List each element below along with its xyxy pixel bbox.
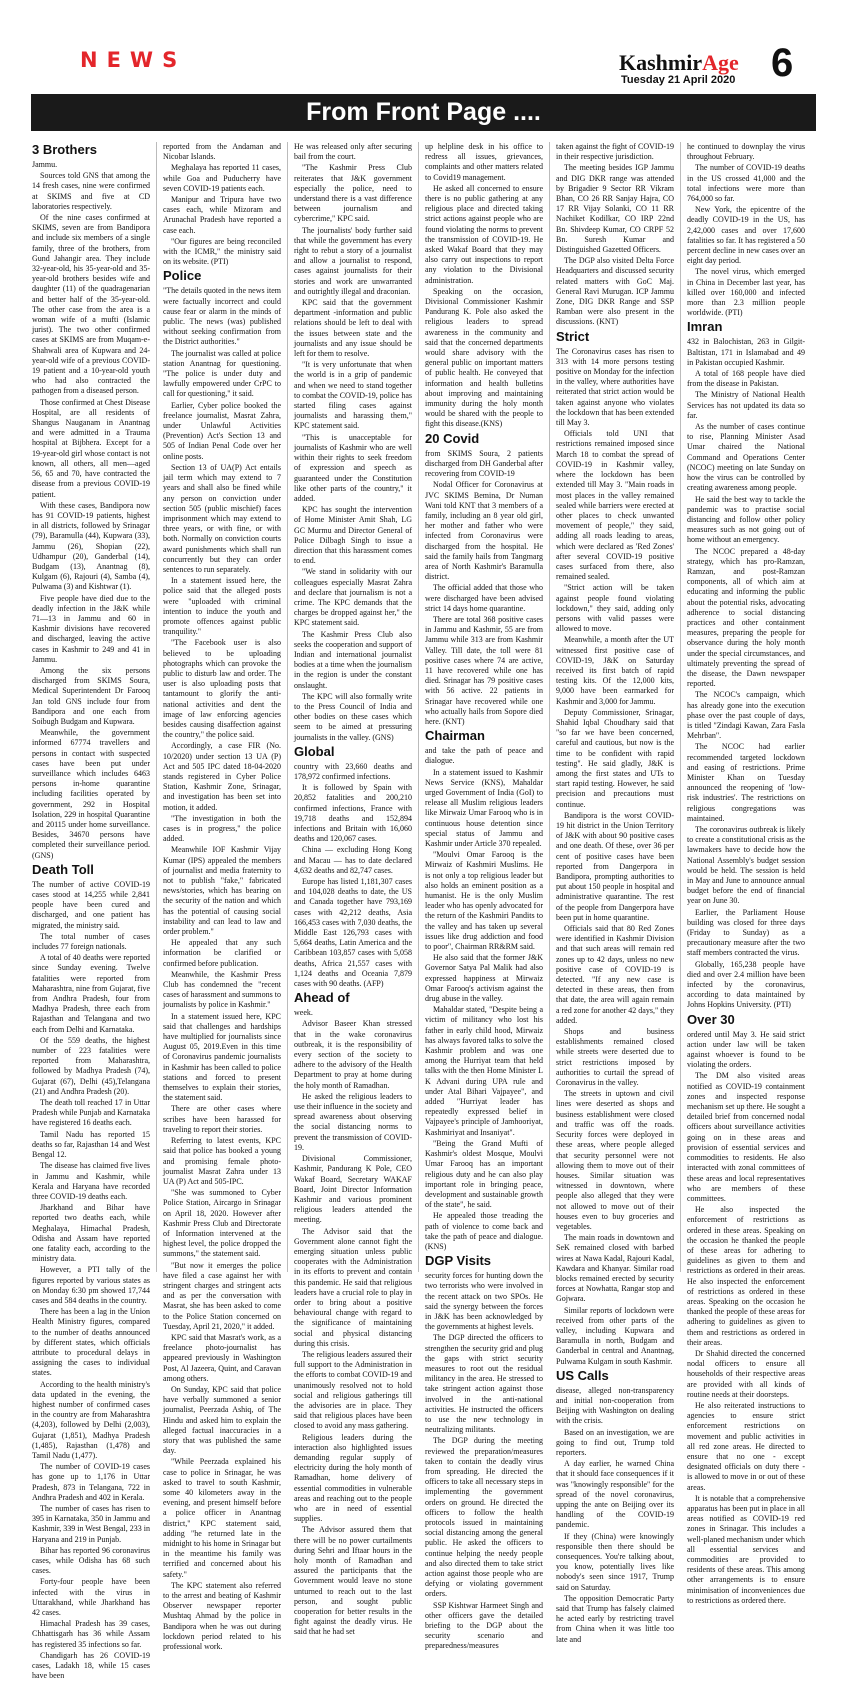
article-paragraph: He asked the religious leaders to use their influence in the society and spread awareness about observing the social distancing norms to prevent the transmission of COVID-19. [294, 1091, 412, 1152]
column-1 [32, 142, 150, 1681]
article-paragraph: The KPC will also formally write to the Press Council of India and other bodies on these cases which seem to be aimed at pressuring journalists in the valley. (GNS) [294, 691, 412, 742]
article-paragraph: "Moulvi Omar Farooq is the Mirwaiz of Kashmiri Muslims. He is not only a top religious leader but also holds an eminent position as a humanist. He is the only Muslim leader who has openly advocated for the return of the Kashmiri Pandits to the valley and has taken up several issues like drug addiction and food to poor", Chairman RR&RM said. [425, 850, 543, 952]
column-divider [287, 142, 288, 1272]
article-paragraph: security forces for hunting down the two terrorists who were involved in the recent attack on two SPOs. He said the synergy between the forces in J&K has been acknowledged by the governments at highest levels. [425, 1271, 543, 1332]
article-paragraph: "The investigation in both the cases is in progress," the police added. [163, 813, 281, 844]
column-divider [680, 142, 681, 1272]
article-paragraph: Jharkhand and Bihar have reported two deaths each, while Meghalaya, Himachal Pradesh, Odisha and Assam have reported one fatality each, according to the ministry data. [32, 1203, 150, 1264]
article-paragraph: The meeting besides IGP Jammu and DIG DKR range was attended by Brigadier 9 Sector RR Vikram Bhan, CO 26 RR Sanjay Hajra, CO 17 RR Vijay Solanki, CO 11 RR Nachiket Kodilkar, CO IRP 22nd Bn. Shivdeep Kumar, CO CRPF 52 Bn. Suresh Kumar and Distinguished Gazetted Officers. [556, 163, 674, 255]
article-paragraph: Religious leaders during the interaction also highlighted issues demanding regular supply of electricity during the holy month of Ramadhan, home delivery of essential commodities in vulnerable areas and reaching out to the people who are in need of essential supplies. [294, 1432, 412, 1524]
masthead-name: Kashmir [619, 50, 703, 75]
article-paragraph: He appealed that any such information be clarified or confirmed before publication. [163, 938, 281, 968]
column-divider [549, 142, 550, 1272]
article-paragraph: The Advisor assured them that there will be no power curtailments during Sehri and Iftaar hours in the holy month of Ramadhan and assured the participants that the Government would leave no stone unturned to reach out to the last person, and sought public cooperation for better results in the fight against the deadly virus. He said that he had set [294, 1525, 412, 1637]
column-6 [687, 142, 805, 1605]
article-paragraph: disease, alleged non-transparency and initial non-cooperation from Beijing with Washington on dealing with the crisis. [556, 1385, 674, 1426]
article-paragraph: The total number of cases includes 77 foreign nationals. [32, 931, 150, 952]
article-paragraph: The main roads in downtown and SeK remained closed with barbed wires at Nawa Kadal, Rajouri Kadal, Kawdara and Khanyar. Similar road blocks remained erected by security forces at Nowhatta, Rangar stop and Gojwara. [556, 1233, 674, 1304]
article-paragraph: Of the nine cases confirmed at SKIMS, seven are from Bandipora and include six members of a single family, three of the brothers, from Gund Jahangir area. They include 32-year-old, his 35-year-old and 35-year-old brothers besides wife and daughter (11) of the quadragenarian and better half of the 35-year-old. The other case from the area is a woman wife of a mufti (Islamic jurist). The two other confirmed cases at SKIMS are from Muqam-e-Shahwali area of Kupwara and 24-year-old wife of a previous COVID-19 patient and a 10-year-old youth who had also contracted the pathogen from a diseased person. [32, 213, 150, 396]
article-paragraph: KPC has sought the intervention of Home Minister Amit Shah, LG GC Murmu and Director General of Police Dilbagh Singh to issue a direction that this harassment comes to end. [294, 505, 412, 566]
article-paragraph: "Our figures are being reconciled with the ICMR," the ministry said on its website. (PTI) [163, 236, 281, 267]
article-paragraph: He also said that the former J&K Governor Satya Pal Malik had also expressed happiness at Mirwaiz Omar Farooq's activism against the drug abuse in the valley. [425, 953, 543, 1004]
article-paragraph: New York, the epicentre of the deadly COVID-19 in the US, has 2,42,000 cases and over 17,600 fatalities so far. It has registered a 50 percent decline in new cases over an eight day period. [687, 205, 805, 266]
article-heading: Police [163, 268, 202, 284]
article-paragraph: "We stand in solidarity with our colleagues especially Masrat Zahra and declare that journalism is not a crime. The KPC demands that the charges be dropped against her," the KPC statement said. [294, 567, 412, 628]
article-paragraph: There has been a lag in the Union Health Ministry figures, compared to the number of deaths announced by different states, which officials attribute to procedural delays in assigning the cases to individual states. [32, 1307, 150, 1378]
article-paragraph: Five people have died due to the deadly infection in the J&K while 71—13 in Jammu and 60 in Kashmir divisions have recovered and discharged, leaving the active cases in Kashmir to 249 and 41 in Jammu. [32, 593, 150, 664]
column-4 [425, 142, 543, 1651]
article-paragraph: In a statement issued here, KPC said that challenges and hardships have multiplied for journalists since August 05, 2019.Even in this time of Coronavirus pandemic journalists in Kashmir has been called to police stations and forced to present themselves to explain their stories, the statement said. [163, 1011, 281, 1103]
article-paragraph: Among the six persons discharged from SKIMS Soura, Medical Superintendent Dr Farooq Jan told GNS include four from Bandipora and one each from Soibugh Budgam and Kupwara. [32, 665, 150, 726]
article-paragraph: The Ministry of National Health Services has not updated its data so far. [687, 390, 805, 420]
issue-date: Tuesday 21 April 2020 [621, 74, 736, 86]
article-paragraph: "The Kashmir Press Club reiterates that J&K government especially the police, need to understand there is a vast difference between journalism and cybercrime," KPC said. [294, 163, 412, 224]
article-paragraph: The number of COVID-19 cases has gone up to 1,176 in Uttar Pradesh, 873 in Telangana, 722 in Andhra Pradesh and 402 in Kerala. [32, 1462, 150, 1502]
article-paragraph: The disease has claimed five lives in Jammu and Kashmir, while Kerala and Haryana have recorded three COVID-19 deaths each. [32, 1161, 150, 1201]
article-paragraph: Earlier, Cyber police booked the freelance journalist, Masrat Zahra, under Unlawful Activities (Prevention) Act's Section 13 and 505 of Indian Penal Code over her online posts. [163, 400, 281, 461]
article-paragraph: Officials said that 80 Red Zones were identified in Kashmir Division and that such areas will remain red zones up to 42 days, unless no new positive case of COVID-19 is detected. "If any new case is detected in these areas, then from that date, the area will again remain a red zone for another 42 days," they added. [556, 924, 674, 1025]
article-paragraph: Dr Shahid directed the concerned nodal officers to ensure all households of their respective areas are provided with all kinds of routine needs at their doorsteps. [687, 1348, 805, 1399]
article-paragraph: According to the health ministry's data updated in the evening, the highest number of confirmed cases in the country are from Maharashtra (4,203), followed by Delhi (2,003), Gujarat (1,851), Madhya Pradesh (1,485), Rajasthan (1,478) and Tamil Nadu (1,477). [32, 1379, 150, 1460]
article-paragraph: The streets in uptown and civil lines were deserted as shops and business establishment were closed and traffic was off the roads. Security forces were deployed in these areas, where people alleged that security personnel were not allowing them to move out of their houses. Similar situation was witnessed in downtown, where people also alleged that they were not allowed to move out of their houses even to buy groceries and vegetables. [556, 1089, 674, 1231]
article-heading: 3 Brothers [32, 142, 98, 157]
article-paragraph: "Being the Grand Mufti of Kashmir's oldest Mosque, Moulvi Umar Farooq has an important religious duty and he can also play important role in bringing peace, development and sustainable growth of the state", he said. [425, 1138, 543, 1210]
column-5 [556, 142, 674, 1644]
article-paragraph: Section 13 of UA(P) Act entails jail term which may extend to 7 years and shall also be fined while any person on conviction under section 505 (public mischief) faces imprisonment which may extend to three years, or with fine, or with both. Normally on conviction courts award punishments which shall run concurrently but they can order sentences to run separately. [163, 462, 281, 574]
article-heading: Chairman [425, 728, 485, 744]
article-paragraph: The DM also visited areas notified as COVID-19 containment zones and inspected response mechanism set up there. He sought a detailed brief from concerned nodal officers about surveillance activities going on in these areas and provision of essential services and commodities to residents. He also interacted with zonal committees of these areas and local representatives who are members of these committees. [687, 1071, 805, 1203]
masthead [619, 50, 739, 86]
article-paragraph: "It is very unfortunate that when the world is in a grip of pandemic and when we need to stand together to combat the COVID-19, police has started filing cases against journalists and harassing them," KPC statement said. [294, 360, 412, 431]
article-paragraph: He was released only after securing bail from the court. [294, 142, 412, 162]
article-paragraph: The KPC statement also referred to the arrest and beating of Kashmir Observer newspaper reporter Mushtaq Ahmad by the police in Bandipora when he was out during lockdown period related to his professional work. [163, 1580, 281, 1652]
article-paragraph: In a statement issued here, the police said that the alleged posts were "uploaded with criminal intention to induce the youth and promote offences against public tranquility." [163, 576, 281, 637]
article-paragraph: It is followed by Spain with 20,852 fatalities and 200,210 confirmed infections, France with 19,718 deaths and 152,894 infections and Britain with 16,060 deaths and 120,067 cases. [294, 783, 412, 844]
article-paragraph: Nodal Officer for Coronavirus at JVC SKIMS Bemina, Dr Numan Wani told KNT that 3 members of a family, including an 8 year old girl, her mother and father who were infected from Coronavirus were discharged from the hospital. He said the family hails from Tangmarg area of North Kashmir's Baramulla district. [425, 480, 543, 582]
article-paragraph: Advisor Baseer Khan stressed that in the wake coronavirus outbreak, it is the responsibility of every section of the society to adhere to the advisory of the Health Department to pray at home during the holy month of Ramadhan. [294, 1019, 412, 1090]
article-paragraph: Forty-four people have been infected with the virus in Uttarakhand, while Jharkhand has 42 cases. [32, 1577, 150, 1618]
article-paragraph: However, a PTI tally of the figures reported by various states as on Monday 6:30 pm showed 17,744 cases and 584 deaths in the country. [32, 1265, 150, 1305]
article-paragraph: The opposition Democratic Party said that Trump has falsely claimed he acted early by restricting travel from China when it was little too late and [556, 1593, 674, 1644]
article-paragraph: With these cases, Bandipora now has 91 COVID-19 patients, highest in all districts, followed by Srinagar (79), Baramulla (44), Kupwara (33), Jammu (26), Shopian (22), Udhampur (20), Ganderbal (14), Budgam (13), Anantnag (8), Kulgam (6), Rajouri (4), Samba (4), Pulwama (3) and Kishtwar (1). [32, 500, 150, 592]
article-paragraph: The journalist was called at police station Anantnag for questioning. "The police is under duty and lawfully empowered under CrPC to call for questioning," it said. [163, 348, 281, 399]
article-paragraph: He also reiterated instructions to agencies to ensure strict enforcement restrictions on movement and public activities in all red zone areas. He directed to ensure that no one - except designated officials on duty there - is allowed to move in or out of these areas. [687, 1400, 805, 1492]
article-paragraph: Jammu. [32, 160, 58, 169]
article-paragraph: On Sunday, KPC said that police have verbally summoned a senior journalist, Peerzada Ashiq, of The Hindu and asked him to explain the alleged factual inaccuracies in a story that was published the same day. [163, 1384, 281, 1456]
article-paragraph: He appealed those treading the path of violence to come back and take the path of peace and dialogue. (KNS) [425, 1211, 543, 1251]
article-paragraph: Meanwhile, the government informed 67774 travellers and persons in contact with suspected cases have been put under surveillance which includes 6463 persons in-home quarantine including facilities operated by government, 292 in Hospital Isolation, 229 in hospital Quarantine and 20115 under home surveillance. Besides, 34670 persons have completed their surveillance period. (GNS) [32, 728, 150, 860]
article-paragraph: Europe has listed 1,181,307 cases and 104,028 deaths to date, the US and Canada together have 793,169 cases with 42,212 deaths, Asia 166,453 cases with 7,030 deaths, the Middle East 126,793 cases with 5,664 deaths, Latin America and the Caribbean 103,857 cases with 5,058 deaths, Africa 21,557 cases with 1,124 deaths and Oceania 7,879 cases with 90 deaths. (AFP) [294, 877, 412, 989]
column-3 [294, 142, 412, 1637]
column-2 [163, 142, 281, 1652]
article-paragraph: he continued to downplay the virus throughout February. [687, 142, 805, 162]
article-paragraph: The Kashmir Press Club also seeks the cooperation and support of Indian and international journalist bodies at a time when the journalism in the region is under the constant onslaught. [294, 629, 412, 690]
article-paragraph: The Advisor said that the Government alone cannot fight the emerging situation unless public cooperates with the Administration in its efforts to prevent and contain this pandemic. He said that religious leaders have a crucial role to play in order to bring about a positive behavioural change with regard to the significance of maintaining social and physical distancing during this crisis. [294, 1226, 412, 1348]
article-paragraph: "She was summoned to Cyber Police Station, Aircargo in Srinagar on April 18, 2020. However after Kashmir Press Club and Directorate of Information intervened at the highest level, the police dropped the summons," the statement said. [163, 1188, 281, 1259]
article-paragraph: A total of 168 people have died from the disease in Pakistan. [687, 369, 805, 389]
article-paragraph: The Coronavirus cases has risen to 313 with 14 more persons testing positive on Monday for the infection in the valley, where authorities have reiterated that strict action would be taken against anyone who violates the lockdown that has been extended till May 3. [556, 346, 674, 428]
article-paragraph: The number of COVID-19 deaths in the US crossed 41,000 and the total infections were more than 764,000 so far. [687, 163, 805, 204]
article-paragraph: Referring to latest events, KPC said that police has booked a young and promising female photo-journalist Masrat Zahra under 13 UA (P) Act and 505-IPC. [163, 1136, 281, 1186]
article-paragraph: Himachal Pradesh has 39 cases, Chhattisgarh has 36 while Assam has registered 35 infections so far. [32, 1619, 150, 1649]
article-paragraph: He said the best way to tackle the pandemic was to practise social distancing and follow other policy measures such as not going out of home without an emergency. [687, 494, 805, 545]
article-paragraph: It is notable that a comprehensive apparatus has been put in place in all areas notified as COVID-19 red zones in Srinagar. This includes a well-planed mechanism under which all essential services and commodities are provided to residents of these areas. This among other arrangements is to ensure minimisation of inconveniences due to restrictions as ordered there. [687, 1493, 805, 1605]
article-paragraph: reported from the Andaman and Nicobar Islands. [163, 142, 281, 162]
article-paragraph: ordered until May 3. He said strict action under law will be taken against whoever is found to be violating the orders. [687, 1029, 805, 1070]
article-paragraph: The NCOC's campaign, which has already gone into the execution phase over the past couple of days, is titled "Zindagi Kawan, Zara Fasla Mehrban". [687, 690, 805, 741]
article-paragraph: "This is unacceptable for journalists of Kashmir who are well within their rights to seek freedom of expression and speech as guaranteed under the Constitution like other parts of the country," it added. [294, 432, 412, 503]
page-number: 6 [771, 41, 794, 85]
article-paragraph: He asked all concerned to ensure there is no public gathering at any religious place and directed taking strict actions against people who are found violating the norms to prevent the transmission of COVID-19. He asked Wakaf Board that they may also carry out inspections to report any violation to the Divisional administration. [425, 183, 543, 285]
article-paragraph: The NCOC had earlier recommended targeted lockdown and easing of restrictions. Prime Minister Khan on Tuesday announced the reopening of 'low-risk industries'. The restrictions on religious congregations was maintained. [687, 742, 805, 823]
article-paragraph: The DGP during the meeting reviewed the preparation/measures taken to contain the deadly virus from spreading. He directed the officers to take all necessary steps in implementing the government orders on ground. He directed the officers to follow the health protocols issued in maintaining social distancing among the general public. He asked the officers to continue helping the needy people and also directed them to take strict action against those people who are defying or violating government orders. [425, 1436, 543, 1599]
article-paragraph: up helpline desk in his office to redress all issues, grievances, complaints and other matters related to Covid19 management. [425, 142, 543, 182]
article-paragraph: Bandipora is the worst COVID-19 hit district in the Union Territory of J&K with about 90 positive cases and one death. Of these, over 36 per cent of positive cases have been reported from Dangerpora in Bandipora, prompting authorities to put about 150 people in hospital and administrative quarantine. The rest of the people from Dangerpora have been put in home quarantine. [556, 810, 674, 922]
article-paragraph: A day earlier, he warned China that it should face consequences if it was "knowingly responsible" for the spread of the novel coronavirus, upping the ante on Beijing over its handling of the COVID-19 pandemic. [556, 1459, 674, 1530]
article-paragraph: Meanwhile, a month after the UT witnessed first positive case of COVID-19, J&K on Saturday received its first batch of rapid testing kits. Of the 12,000 kits, 9,000 have been earmarked for Kashmir and 3,000 for Jammu. [556, 635, 674, 706]
article-paragraph: Bihar has reported 96 coronavirus cases, while Odisha has 68 such cases. [32, 1545, 150, 1576]
column-divider [418, 142, 419, 1272]
article-paragraph: Sources told GNS that among the 14 fresh cases, nine were confirmed at SKIMS and five at CD laboratories respectively. [32, 171, 150, 211]
article-heading: Strict [556, 328, 590, 344]
article-paragraph: Speaking on the occasion, Divisional Commissioner Kashmir Pandurang K. Pole also asked the religious leaders to spread awareness in the community and said that the concerned departments would share advisory with the general public on important matters of public health. He conveyed that information and health bulletins about improving and maintaining immunity during the holy month would be shared with the people to fight this disease.(KNS) [425, 286, 543, 429]
article-paragraph: country with 23,660 deaths and 178,972 confirmed infections. [294, 761, 412, 781]
article-heading: 20 Covid [425, 430, 480, 446]
article-paragraph: The coronavirus outbreak is likely to create a constitutional crisis as the lawmakers have to decide how the National Assembly's budget session would be held. The session is held in May and June to announce annual budget before the end of financial year on June 30. [687, 825, 805, 906]
article-paragraph: The number of cases has risen to 395 in Karnataka, 350 in Jammu and Kashmir, 339 in West Bengal, 233 in Haryana and 219 in Punjab. [32, 1504, 150, 1544]
article-heading: Ahead of [294, 990, 350, 1006]
article-paragraph: The religious leaders assured their full support to the Administration in the efforts to combat COVID-19 and unanimously resolved not to hold social and religious gatherings till the advisories are in place. They said that religious places have been closed to avoid any mass gathering. [294, 1349, 412, 1431]
article-paragraph: week. [294, 1008, 313, 1018]
article-paragraph: Similar reports of lockdown were received from other parts of the valley, including Kupwara and Baramulla in north, Budgam and Ganderbal in central and Anantnag, Pulwama Kulgam in south Kashmir. [556, 1305, 674, 1366]
article-paragraph: If they (China) were knowingly responsible then there should be consequences. You're talking about, you know, potentially lives like nobody's seen since 1917, Trump said on Saturday. [556, 1531, 674, 1592]
article-paragraph: Officials told UNI that restrictions remained imposed since March 18 to combat the spread of COVID-19 in Kashmir valley, where the lockdown has been extended till May 3. "Main roads in most places in the valley remained sealed while barriers were erected at other places to check unwanted movement of people," they said, adding all roads leading to areas, which were declared as 'Red Zones' after several COVID-19 positive cases surfaced from there, also remained sealed. [556, 429, 674, 582]
article-paragraph: The death toll reached 17 in Uttar Pradesh while Punjab and Karnataka have registered 16 deaths each. [32, 1098, 150, 1128]
masthead-name-accent: Age [702, 50, 739, 75]
article-paragraph: Earlier, the Parliament House building was closed for three days (Friday to Sunday) as a precautionary measure after the two staff members contracted the virus. [687, 907, 805, 958]
article-heading: Death Toll [32, 861, 94, 877]
article-paragraph: Mahaldar stated, "Despite being a victim of militancy who lost his father in early child hood, Mirwaiz has always favored talks to solve the Kashmir problem and was one among the Hurriyat team that held talks with the then Home Minister L K Advani during UPA rule and under Atal Bihari Vajpayee", and added "Hurriyat leader has repeatedly expressed belief in Vajpayee's principle of Jamhooriyat, Kashmiriyat and Insaniyat". [425, 1005, 543, 1137]
article-paragraph: There are total 368 positive cases in Jammu and Kashmir, 55 are from Jammu while 313 are from Kashmir Valley. Till date, the toll were 81 positive cases where 74 are active, 11 have recovered while one has died. Srinagar has 79 positive cases with 56 active. 22 patients in Srinagar have recovered while one who actually hails from Sopore died here. (KNT) [425, 614, 543, 726]
article-paragraph: He also inspected the enforcement of restrictions as ordered in these areas. Speaking on the occasion he thanked the people of these areas for adhering to guidelines as given to them and restrictions as ordered in their areas. He also inspected the enforcement of restrictions as ordered in these areas. Speaking on the occasion he thanked the people of these areas for adhering to guidelines as given to them and restrictions as ordered in their areas. [687, 1205, 805, 1347]
article-paragraph: Globally, 165,238 people have died and over 2.4 million have been infected by the coronavirus, according to data maintained by Johns Hopkins University. (PTI) [687, 959, 805, 1010]
article-heading: Imran [687, 319, 723, 335]
article-paragraph: Meghalaya has reported 11 cases, while Goa and Puducherry have seven COVID-19 patients each. [163, 163, 281, 193]
article-paragraph: "But now it emerges the police have filed a case against her with stringent charges and stringent acts and as per the conversation with Masrat, she has been asked to come to the Police Station concerned on Tuesday, April 21, 2020," it added. [163, 1260, 281, 1331]
article-paragraph: Those confirmed at Chest Disease Hospital, are all residents of Shangus Nauganam in Anantnag and were admitted in a Trauma hospital at Bijbhera. Except for a 19-year-old girl whose contact is not known, all others, all men—aged 56, 65 and 70, have contracted the disease from a previous COVID-19 patient. [32, 397, 150, 499]
article-paragraph: SSP Kishtwar Harmeet Singh and other officers gave the detailed briefing to the DGP about the security scenario and preparedness/measures [425, 1600, 543, 1651]
article-paragraph: Of the 559 deaths, the highest number of 223 fatalities were reported from Maharashtra, followed by Madhya Pradesh (74), Gujarat (67), Delhi (45),Telangana (21) and Andhra Pradesh (20). [32, 1035, 150, 1096]
article-paragraph: In a statement issued to Kashmir News Service (KNS), Mahaldar urged Government of India (GoI) to release all Muslim religious leaders like Mirwaiz Umar Farooq who is in continuous house detention since special status of Jammu and Kashmir under Article 370 repealed. [425, 767, 543, 848]
article-paragraph: and take the path of peace and dialogue. [425, 746, 543, 766]
article-paragraph: The DGP also visited Delta Force Headquarters and discussed security related matters with GoC Maj. General Ravi Murugan. ICP Jammu Zone, DIG DKR Range and SSP Ramban were also present in the discussions. (KNT) [556, 256, 674, 327]
article-paragraph: Shops and business establishments remained closed while streets were deserted due to strict restrictions imposed by authorities to curtail the spread of Coronavirus in the valley. [556, 1027, 674, 1088]
article-paragraph: KPC said that Masrat's work, as a freelance photo-journalist has appeared previously in Washington Post, Al Jazeera, Quint, and Caravan among others. [163, 1332, 281, 1383]
article-paragraph: "While Peerzada explained his case to police in Srinagar, he was asked to travel to south Kashmir, some 40 kilometers away in the evening, and present himself before a police officer in Anantnag district," KPC statement said, adding "he returned late in the midnight to his home in Srinagar but in the meantime his family was terrified and concerned about his safety." [163, 1457, 281, 1579]
page-header [0, 0, 848, 92]
article-paragraph: from SKIMS Soura, 2 patients discharged from DH Ganderbal after recovering from COVID-19 [425, 448, 543, 479]
column-divider [156, 142, 157, 1272]
article-heading: DGP Visits [425, 1253, 491, 1269]
article-heading: Over 30 [687, 1011, 735, 1027]
article-paragraph: "The Facebook user is also believed to be uploading photographs which can provoke the public to disturb law and order. The user is also uploading posts that tantamount to glorify the anti-national activities and dent the image of law enforcing agencies besides causing disaffection against the country," the police said. [163, 638, 281, 740]
article-paragraph: The journalists' body further said that while the government has every right to rebut a story of a journalist and allow a journalist to respond, cases against journalists for their stories and work are unwarranted and outrightly illegal and draconian. [294, 225, 412, 296]
banner-title: From Front Page .... [31, 94, 816, 131]
article-paragraph: Accordingly, a case FIR (No. 10/2020) under section 13 UA (P) Act and 505 IPC dated 18-04-2020 stands registered in Cyber Police Station, Kashmir Zone, Srinagar, and investigation has been set into motion, it added. [163, 741, 281, 812]
article-paragraph: taken against the fight of COVID-19 in their respective jurisdiction. [556, 142, 674, 162]
article-paragraph: There are other cases where scribes have been harassed for traveling to report their stories. [163, 1104, 281, 1134]
article-paragraph: Divisional Commissioner, Kashmir, Pandurang K Pole, CEO Wakaf Board, Secretary WAKAF Board, Joint Director Information Kashmir and various prominent religious leaders attended the meeting. [294, 1154, 412, 1225]
article-paragraph: "Strict action will be taken against people found violating lockdown," they said, adding only persons with valid passes were allowed to move. [556, 583, 674, 634]
article-heading: US Calls [556, 1367, 609, 1383]
article-paragraph: Meanwhile, the Kashmir Press Club has condemned the "recent cases of harassment and summons to journalists by police in Kashmir." [163, 969, 281, 1010]
article-paragraph: "The details quoted in the news item were factually incorrect and could cause fear or alarm in the minds of public. The news (was) published without seeking confirmation from the District authorities." [163, 286, 281, 347]
article-paragraph: 432 in Balochistan, 263 in Gilgit-Baltistan, 171 in Islamabad and 49 in Pakistan occupied Kashmir. [687, 337, 805, 367]
article-paragraph: The DGP directed the officers to strengthen the security grid and plug the gaps with strict security measures to root out the residual militancy in the area. He stressed to take stringent action against those involved in the anti-national activities. He instructed the officers to use the new technology in neutralizing militants. [425, 1333, 543, 1435]
article-paragraph: Manipur and Tripura have two cases each, while Mizoram and Arunachal Pradesh have reported a case each. [163, 195, 281, 235]
article-paragraph: As the number of cases continue to rise, Planning Minister Asad Umar chaired the National Command and Operations Center (NCOC) meeting on late Sunday on how the virus can be controlled by creating awareness among people. [687, 422, 805, 493]
article-paragraph: The NCOC prepared a 48-day strategy, which has pro-Ramzan, Ramzan, and post-Ramzan components, all of which aim at educating and informing the public about the potential risks, advocating adherence to social distancing practices and other containment measures, preparing the people for observance during the holy month under the special circumstances, and ultimately preventing the spread of the disease, the Dawn newspaper reported. [687, 546, 805, 689]
article-paragraph: KPC said that the government department -information and public relations should be left to deal with the issues between state and the journalists and any issue should be left for them to resolve. [294, 298, 412, 359]
article-paragraph: China — excluding Hong Kong and Macau — has to date declared 4,632 deaths and 82,747 cases. [294, 845, 412, 875]
article-paragraph: A total of 40 deaths were reported since Sunday evening. Twelve fatalities were reported from Maharashtra, nine from Gujarat, five from Andhra Pradesh, four from Madhya Pradesh, three each from Rajasthan and Telangana and two each from Delhi and Karnataka. [32, 953, 150, 1034]
article-paragraph: Chandigarh has 26 COVID-19 cases, Ladakh 18, while 15 cases have been [32, 1650, 150, 1681]
article-paragraph: Meanwhile IOF Kashmir Vijay Kumar (IPS) appealed the members of journalist and media fraternity to not to publish "fake," fabricated news/stories, which has bearing on the security of the nation and which has the potential of causing social instability and can lead to law and order problem." [163, 845, 281, 937]
article-paragraph: The official added that those who were discharged have been advised strict 14 days home quarantine. [425, 583, 543, 613]
section-label: NEWS [80, 48, 187, 72]
article-paragraph: Deputy Commissioner, Srinagar, Shahid Iqbal Choudhary said that "so far we have been concerned, careful and cautious, but now is the time to be confident with rapid testing". He said gladly, J&K is among the first states and UTs to start rapid testing. However, he said precision and precautions must continue. [556, 707, 674, 809]
article-paragraph: Based on an investigation, we are going to find out, Trump told reporters. [556, 1427, 674, 1457]
article-paragraph: Tamil Nadu has reported 15 deaths so far, Rajasthan 14 and West Bengal 12. [32, 1129, 150, 1160]
article-heading: Global [294, 743, 335, 759]
article-paragraph: The novel virus, which emerged in China in December last year, has killed over 160,000 and infected more than 2.3 million people worldwide. (PTI) [687, 267, 805, 318]
article-paragraph: The number of active COVID-19 cases stood at 14,255 while 2,841 people have been cured and discharged, and one patient has migrated, the ministry said. [32, 879, 150, 930]
